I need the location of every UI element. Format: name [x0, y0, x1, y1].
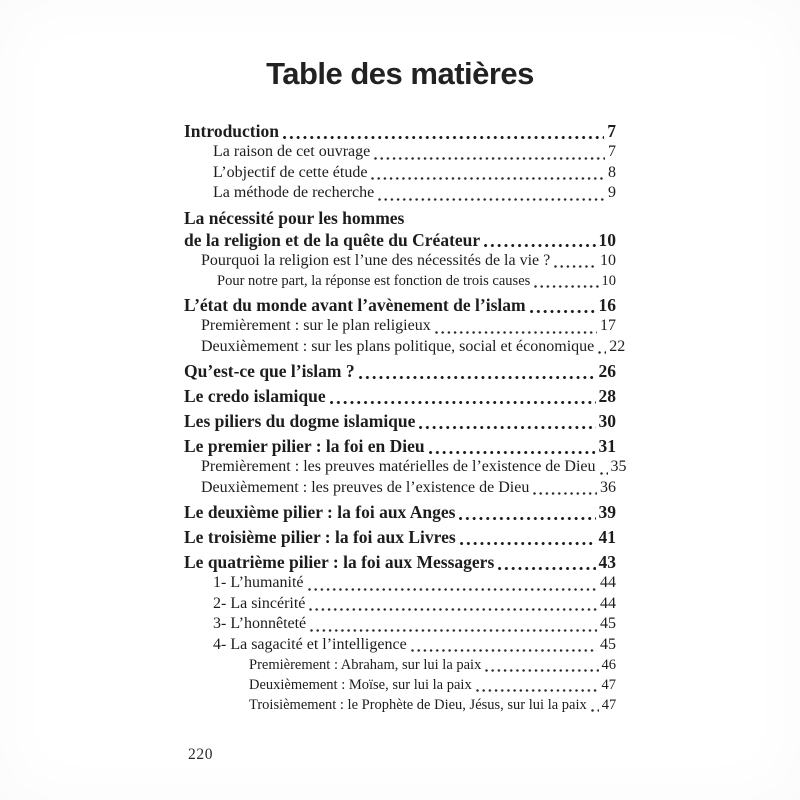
toc-entry: [213, 573, 616, 594]
dot-leader: [600, 472, 608, 475]
toc-entry-text: Introduction: [184, 121, 279, 141]
dot-leader: [598, 351, 606, 354]
toc-entry-text: Deuxièmement : sur les plans politique, social et économique: [201, 337, 595, 355]
toc-page-number: 36: [600, 478, 616, 496]
dot-leader: [310, 629, 597, 632]
toc-page-number: 8: [608, 163, 616, 181]
toc-entry-text: Deuxièmement : les preuves de l’existence de Dieu: [201, 478, 530, 496]
toc-page-number: 39: [598, 502, 616, 522]
footer-page-number: 220: [188, 746, 214, 763]
toc-entry: [184, 207, 616, 229]
toc-entry: [184, 294, 616, 316]
toc-entry-text: Les piliers du dogme islamique: [184, 411, 416, 431]
toc-page-number: 28: [598, 386, 616, 406]
toc-entry: [201, 457, 627, 478]
toc-entry-text: Le troisième pilier : la foi aux Livres: [184, 527, 456, 547]
toc-entry: [213, 594, 616, 615]
toc-entry-text: 2- La sincérité: [213, 594, 306, 612]
toc-entry: [184, 501, 616, 523]
dot-leader: [378, 198, 605, 201]
toc-entry-text: 4- La sagacité et l’intelligence: [213, 635, 407, 653]
dot-leader: [411, 649, 597, 652]
toc-entry: [184, 551, 616, 573]
toc-entry: [184, 229, 616, 251]
toc-entry: [213, 183, 616, 204]
dot-leader: [330, 401, 596, 404]
toc-page-number: 30: [598, 411, 616, 431]
toc-entry: [184, 435, 616, 457]
toc-entry-text: Le credo islamique: [184, 386, 326, 406]
toc-page-number: 45: [600, 615, 616, 632]
toc-entry: [249, 675, 616, 695]
toc-page-number: 10: [601, 273, 616, 289]
dot-leader: [498, 567, 595, 570]
toc-entry: [249, 655, 616, 675]
dot-leader: [534, 285, 598, 288]
toc-page-number: 35: [610, 458, 627, 475]
dot-leader: [591, 709, 599, 712]
toc-entry: [201, 251, 616, 272]
toc-entry: [213, 614, 616, 635]
toc-page-number: 10: [598, 229, 616, 250]
toc-page-number: 46: [601, 657, 616, 673]
toc-page-number: 17: [600, 317, 616, 334]
toc-page-number: 9: [608, 184, 616, 201]
toc-page-number: 43: [598, 552, 616, 572]
toc-entry-text: La nécessité pour les hommes: [184, 207, 405, 228]
toc-entry: [213, 142, 616, 163]
dot-leader: [460, 542, 596, 545]
toc-list: [184, 120, 627, 715]
dot-leader: [374, 157, 605, 160]
toc-page-number: 16: [598, 295, 616, 315]
toc-entry: [184, 360, 616, 382]
toc-page-number: 45: [600, 635, 616, 653]
toc-entry: [184, 385, 616, 407]
toc-entry-text: 1- L’humanité: [213, 574, 304, 591]
dot-leader: [371, 177, 605, 180]
toc-entry-text: Qu’est-ce que l’islam ?: [184, 361, 355, 381]
toc-entry-text: Deuxièmement : Moïse, sur lui la paix: [249, 677, 472, 693]
toc-entry-text: Pour notre part, la réponse est fonction de trois causes: [217, 273, 531, 289]
dot-leader: [484, 244, 595, 247]
toc-entry: [184, 120, 616, 142]
toc-entry: [213, 635, 616, 656]
toc-entry-text: Le quatrième pilier : la foi aux Messagers: [184, 552, 495, 572]
toc-entry-text: Premièrement : Abraham, sur lui la paix: [249, 657, 482, 673]
dot-leader: [459, 517, 595, 520]
toc-entry-text: L’objectif de cette étude: [213, 163, 368, 181]
toc-entry-text: 3- L’honnêteté: [213, 615, 307, 632]
toc-entry: [217, 271, 616, 291]
toc-page-number: 47: [601, 697, 617, 713]
toc-entry-text: de la religion et de la quête du Créateur: [184, 229, 481, 250]
dot-leader: [309, 608, 597, 611]
dot-leader: [485, 669, 598, 672]
toc-page-number: 7: [607, 121, 616, 141]
toc-page-number: 26: [598, 361, 616, 381]
dot-leader: [476, 689, 599, 692]
toc-page-number: 44: [600, 574, 616, 591]
toc-entry: [184, 410, 616, 432]
dot-leader: [359, 376, 596, 379]
toc-entry: [184, 526, 616, 548]
toc-entry-text: Troisièmement : le Prophète de Dieu, Jésus, sur lui la paix: [249, 697, 587, 713]
toc-page-number: 44: [600, 594, 616, 612]
toc-entry-text: Premièrement : sur le plan religieux: [201, 317, 431, 334]
toc-entry-text: La méthode de recherche: [213, 184, 375, 201]
toc-page-number: 7: [608, 143, 616, 160]
dot-leader: [435, 331, 597, 334]
toc-entry-text: L’état du monde avant l’avènement de l’islam: [184, 295, 526, 315]
toc-page-number: 47: [601, 677, 616, 693]
dot-leader: [419, 426, 595, 429]
toc-entry-text: La raison de cet ouvrage: [213, 143, 371, 160]
dot-leader: [429, 451, 596, 454]
page-title: Table des matières: [266, 56, 534, 91]
toc-entry: [201, 316, 616, 337]
toc-entry-text: Premièrement : les preuves matérielles de l’existence de Dieu: [201, 458, 596, 475]
toc-entry-text: Pourquoi la religion est l’une des nécessités de la vie ?: [201, 251, 551, 269]
dot-leader: [533, 492, 597, 495]
toc-entry-text: Le premier pilier : la foi en Dieu: [184, 436, 425, 456]
dot-leader: [530, 310, 596, 313]
toc-entry: [201, 337, 626, 358]
dot-leader: [308, 588, 598, 591]
dot-leader: [554, 265, 597, 268]
toc-page-number: 31: [598, 436, 616, 456]
toc-entry: [213, 163, 616, 184]
toc-entry-text: Le deuxième pilier : la foi aux Anges: [184, 502, 456, 522]
toc-page-number: 41: [598, 527, 616, 547]
toc-entry: [249, 695, 616, 715]
dot-leader: [283, 136, 604, 139]
toc-page-number: 10: [600, 251, 616, 269]
toc-entry: [201, 478, 616, 499]
toc-page-number: 22: [609, 337, 626, 355]
